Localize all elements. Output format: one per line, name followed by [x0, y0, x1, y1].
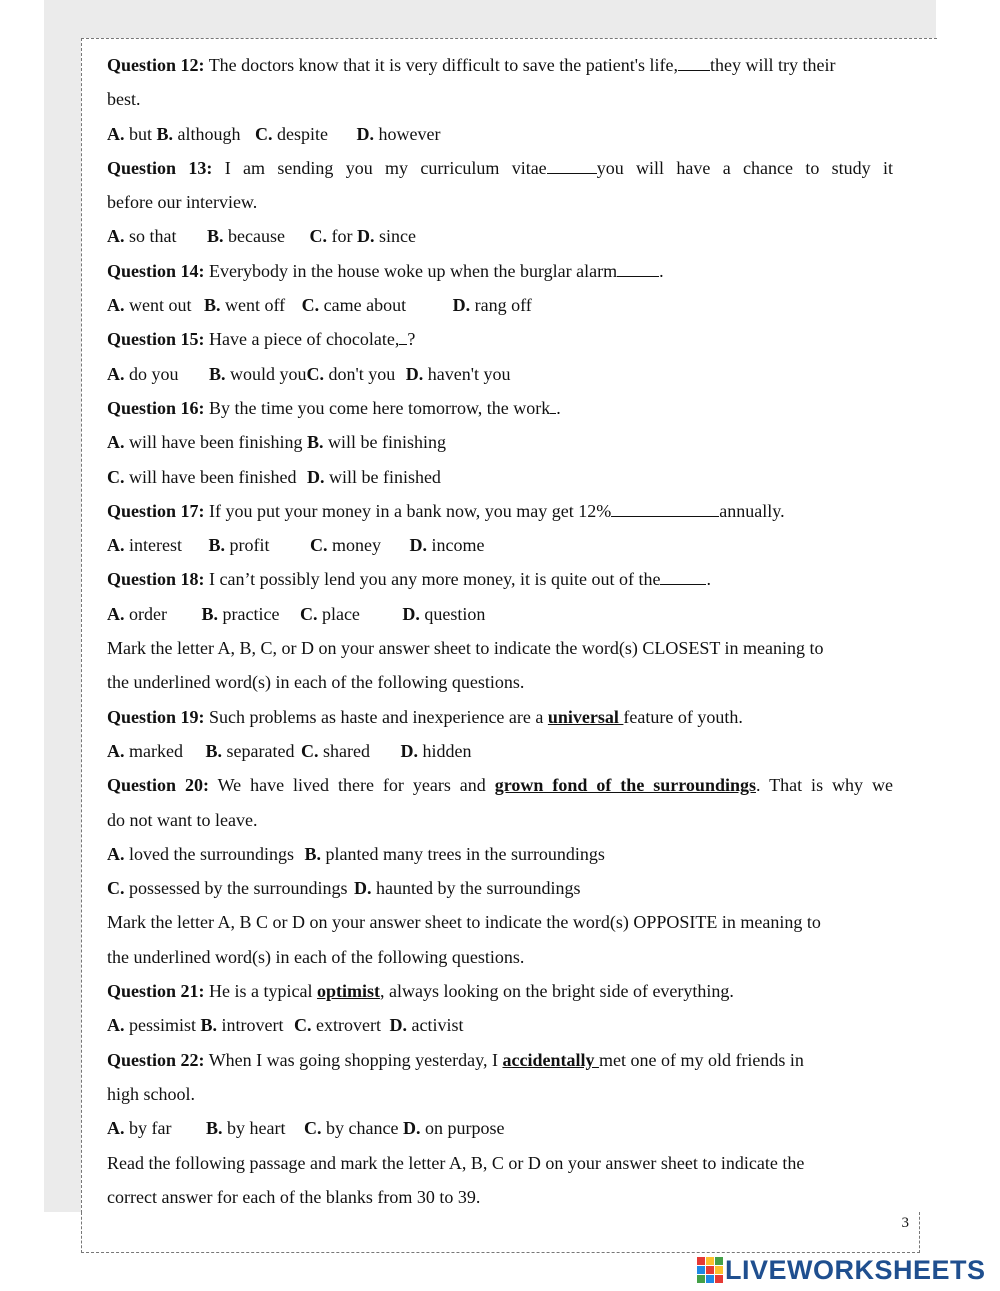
- option-text: will have been finished: [124, 466, 301, 487]
- option-text: practice: [218, 603, 284, 624]
- option-text: will be finished: [324, 466, 441, 487]
- option-text: don't you: [324, 363, 400, 384]
- option-text: by heart: [222, 1118, 290, 1139]
- question-label: Question 13:: [107, 157, 213, 178]
- question-label: Question 12:: [107, 55, 205, 75]
- option-text: place: [317, 603, 365, 624]
- answer-blank[interactable]: [547, 159, 597, 174]
- option-text: went out: [124, 295, 196, 316]
- option-letter: C.: [255, 123, 273, 144]
- question-16-options-ab: [107, 425, 893, 459]
- question-12-options: [107, 117, 893, 151]
- option-letter: B.: [306, 432, 324, 453]
- question-text: .: [706, 569, 711, 590]
- option-text: went off: [220, 295, 290, 316]
- page-number: 3: [901, 1215, 909, 1231]
- option-text: will have been finishing: [124, 432, 307, 453]
- instruction-passage-continued: correct answer for each of the blanks from 30 to 39.: [107, 1186, 481, 1207]
- page-footer: [81, 1212, 920, 1253]
- logo-square: [706, 1257, 714, 1265]
- option-letter: D.: [354, 878, 372, 899]
- option-text: introvert: [217, 1015, 289, 1036]
- option-letter: C.: [299, 603, 318, 624]
- option-letter: D.: [405, 363, 424, 384]
- question-text: I am sending you my curriculum vitae: [212, 157, 547, 178]
- option-letter: A.: [107, 363, 125, 384]
- option-text: question: [419, 603, 486, 624]
- question-text: He is a typical: [204, 981, 317, 1002]
- question-13: [107, 151, 893, 185]
- question-text: .: [556, 397, 561, 418]
- option-text: profit: [225, 535, 274, 556]
- answer-blank[interactable]: [678, 56, 710, 71]
- question-text: you will have a chance to study it: [596, 157, 894, 178]
- option-text: loved the surroundings: [124, 843, 299, 864]
- question-label: Question 19:: [107, 706, 205, 727]
- option-letter: A.: [107, 295, 125, 316]
- option-text: despite: [272, 123, 333, 144]
- option-letter: C.: [306, 363, 325, 384]
- option-text: for: [326, 226, 357, 247]
- question-label: Question 17:: [107, 500, 205, 521]
- option-letter: C.: [294, 1015, 312, 1036]
- question-text: .: [659, 260, 664, 281]
- option-text: but: [124, 123, 157, 144]
- underlined-word: optimist: [316, 981, 380, 1002]
- question-label: Question 21:: [107, 981, 205, 1002]
- option-text: came about: [319, 295, 411, 316]
- option-letter: D.: [356, 123, 375, 144]
- option-letter: C.: [309, 226, 327, 247]
- question-text: annually.: [719, 500, 785, 521]
- question-text: When I was going shopping yesterday, I: [204, 1049, 503, 1070]
- question-text: Have a piece of chocolate,: [204, 329, 400, 350]
- logo-grid-icon: [697, 1257, 721, 1283]
- option-text: marked: [124, 740, 188, 761]
- question-text: . That is why we: [755, 775, 893, 796]
- option-letter: B.: [304, 843, 321, 864]
- question-17-options: [107, 528, 893, 562]
- instruction-closest: Mark the letter A, B, C, or D on your answer sheet to indicate the word(s) CLOSEST in meaning to: [107, 638, 824, 659]
- option-text: by chance: [321, 1118, 403, 1139]
- option-text: so that: [124, 226, 181, 247]
- instruction-passage: Read the following passage and mark the letter A, B, C or D on your answer sheet to indicate the: [107, 1152, 805, 1173]
- question-21-options: [107, 1008, 893, 1042]
- option-text: activist: [406, 1015, 464, 1036]
- option-text: possessed by the surroundings: [124, 878, 352, 899]
- option-letter: B.: [205, 1118, 223, 1139]
- question-text: If you put your money in a bank now, you may get 12%: [204, 500, 612, 521]
- option-letter: C.: [303, 1118, 322, 1139]
- question-text: feature of youth.: [623, 706, 743, 727]
- question-label: Question 18:: [107, 569, 205, 590]
- underlined-phrase: grown fond of the surroundings: [494, 775, 756, 796]
- option-letter: D.: [452, 295, 471, 316]
- option-text: order: [124, 603, 172, 624]
- option-text: planted many trees in the surroundings: [321, 843, 605, 864]
- question-17: [107, 494, 893, 528]
- option-letter: B.: [208, 535, 225, 556]
- option-letter: B.: [200, 1015, 218, 1036]
- option-text: income: [427, 535, 485, 556]
- option-text: hidden: [417, 740, 472, 761]
- option-text: haven't you: [423, 363, 511, 384]
- option-letter: B.: [201, 603, 218, 624]
- option-letter: B.: [209, 363, 226, 384]
- option-text: separated: [222, 740, 299, 761]
- question-13-options: [107, 219, 893, 253]
- question-text: I can’t possibly lend you any more money, it is quite out of the: [204, 569, 661, 590]
- logo-square: [715, 1257, 723, 1265]
- option-letter: D.: [306, 466, 325, 487]
- question-22: [107, 1043, 893, 1077]
- question-text: Everybody in the house woke up when the burglar alarm: [204, 260, 618, 281]
- option-text: pessimist: [124, 1015, 201, 1036]
- question-text-continued: high school.: [107, 1083, 195, 1104]
- option-text: although: [173, 123, 246, 144]
- question-20-options-ab: [107, 837, 893, 871]
- question-text: , always looking on the bright side of everything.: [379, 981, 734, 1002]
- answer-blank[interactable]: [611, 502, 719, 517]
- option-text: by far: [124, 1118, 176, 1139]
- logo-square: [697, 1257, 705, 1265]
- option-text: however: [374, 123, 441, 144]
- option-letter: C.: [107, 878, 125, 899]
- instruction-opposite: Mark the letter A, B C or D on your answer sheet to indicate the word(s) OPPOSITE in meaning to: [107, 912, 821, 933]
- option-letter: A.: [107, 123, 125, 144]
- question-20: [107, 768, 893, 802]
- option-letter: D.: [389, 1015, 407, 1036]
- option-text: extrovert: [311, 1015, 386, 1036]
- logo-square: [697, 1275, 705, 1283]
- question-19: [107, 700, 893, 734]
- question-19-options: [107, 734, 893, 768]
- logo-square: [715, 1275, 723, 1283]
- option-letter: C.: [301, 295, 320, 316]
- instruction-closest-continued: the underlined word(s) in each of the following questions.: [107, 672, 525, 693]
- option-text: haunted by the surroundings: [371, 878, 581, 899]
- question-label: Question 22:: [107, 1049, 205, 1070]
- option-letter: D.: [402, 1118, 421, 1139]
- option-letter: C.: [300, 740, 319, 761]
- option-text: on purpose: [420, 1118, 505, 1139]
- question-18-options: [107, 597, 893, 631]
- logo-square: [715, 1266, 723, 1274]
- logo-square: [706, 1266, 714, 1274]
- question-14-options: [107, 288, 893, 322]
- question-text-continued: best.: [107, 89, 141, 110]
- logo-square: [697, 1266, 705, 1274]
- option-letter: C.: [107, 466, 125, 487]
- question-text: The doctors know that it is very difficult to save the patient's life,: [204, 55, 678, 75]
- question-label: Question 16:: [107, 397, 205, 418]
- question-text: Such problems as haste and inexperience are a: [204, 706, 548, 727]
- underlined-word: universal: [547, 706, 624, 727]
- option-letter: A.: [107, 432, 125, 453]
- question-14: [107, 254, 893, 288]
- question-16-options-cd: [107, 460, 893, 494]
- option-text: do you: [124, 363, 183, 384]
- logo-square: [706, 1275, 714, 1283]
- option-letter: C.: [310, 535, 328, 556]
- option-letter: D.: [409, 535, 427, 556]
- option-letter: A.: [107, 535, 125, 556]
- question-list: [107, 48, 893, 1214]
- option-letter: B.: [156, 123, 174, 144]
- logo-text: LIVEWORKSHEETS: [725, 1254, 986, 1285]
- question-18: [107, 562, 893, 596]
- option-text: interest: [124, 535, 187, 556]
- answer-blank[interactable]: [617, 262, 659, 277]
- underlined-word: accidentally: [502, 1049, 599, 1070]
- liveworksheets-logo: [697, 1254, 986, 1286]
- answer-blank[interactable]: [660, 570, 706, 585]
- question-16: [107, 391, 893, 425]
- question-text: We have lived there for years and: [208, 775, 495, 796]
- option-letter: D.: [402, 603, 420, 624]
- question-text: met one of my old friends in: [598, 1049, 804, 1070]
- question-label: Question 14:: [107, 260, 205, 281]
- option-letter: B.: [204, 295, 221, 316]
- option-text: money: [327, 535, 386, 556]
- option-text: since: [374, 226, 416, 247]
- question-12: [107, 48, 893, 82]
- option-text: will be finishing: [323, 432, 446, 453]
- question-text-continued: do not want to leave.: [107, 809, 258, 830]
- question-label: Question 20:: [107, 775, 209, 796]
- question-21: [107, 974, 893, 1008]
- option-letter: A.: [107, 1118, 125, 1139]
- question-text: By the time you come here tomorrow, the work: [204, 397, 551, 418]
- question-15-options: [107, 357, 893, 391]
- question-text: they will try their: [710, 55, 836, 75]
- option-letter: B.: [205, 740, 222, 761]
- question-20-options-cd: [107, 871, 893, 905]
- option-text: because: [223, 226, 290, 247]
- option-letter: B.: [207, 226, 224, 247]
- option-letter: D.: [356, 226, 375, 247]
- option-text: would you: [225, 363, 307, 384]
- question-text-continued: before our interview.: [107, 192, 258, 213]
- instruction-opposite-continued: the underlined word(s) in each of the following questions.: [107, 946, 525, 967]
- question-15: [107, 322, 893, 356]
- option-letter: A.: [107, 843, 125, 864]
- option-letter: A.: [107, 603, 125, 624]
- question-22-options: [107, 1111, 893, 1145]
- option-letter: A.: [107, 226, 125, 247]
- question-label: Question 15:: [107, 329, 205, 350]
- question-text: ?: [407, 329, 416, 350]
- option-letter: A.: [107, 740, 125, 761]
- option-text: shared: [318, 740, 375, 761]
- option-letter: A.: [107, 1015, 125, 1036]
- option-letter: D.: [400, 740, 418, 761]
- option-text: rang off: [470, 295, 532, 316]
